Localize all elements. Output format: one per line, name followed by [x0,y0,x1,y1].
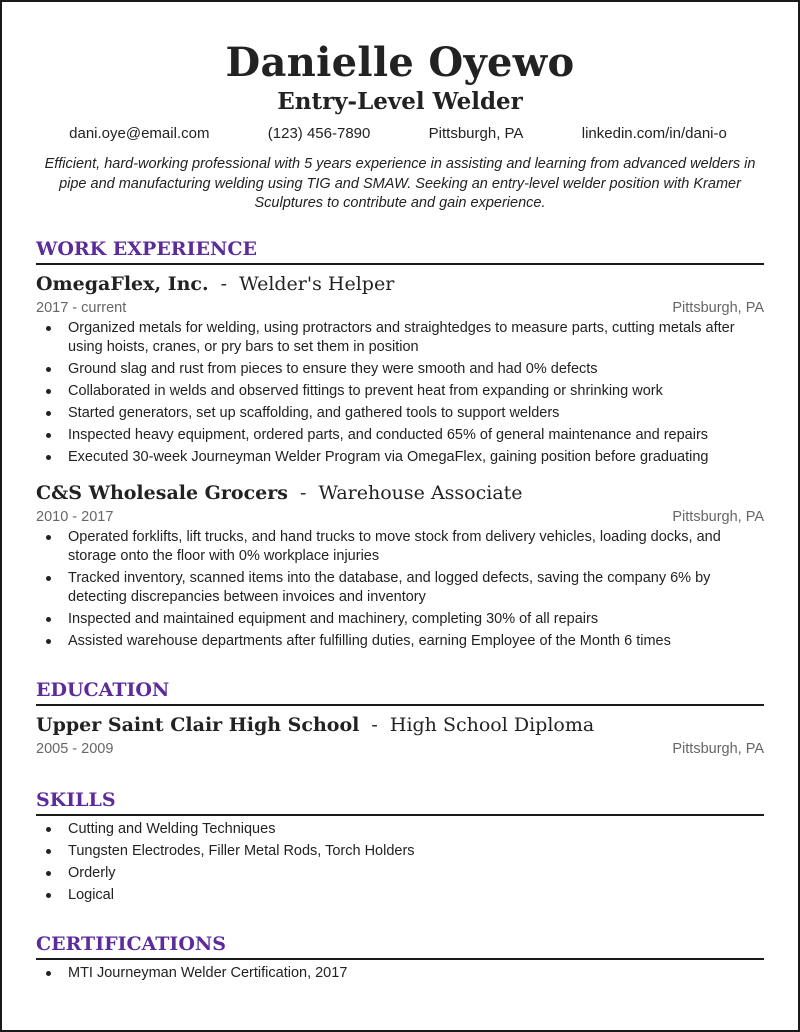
list-item: Inspected heavy equipment, ordered parts, and conducted 65% of general maintenance and repairs [68,426,764,445]
section-heading-work: WORK EXPERIENCE [36,238,764,265]
education-dates: 2005 - 2009 [36,740,114,757]
education-location: Pittsburgh, PA [672,740,764,757]
job-meta [36,298,764,318]
job-location: Pittsburgh, PA [672,299,764,316]
education-degree: High School Diploma [389,713,595,736]
contact-phone: (123) 456-7890 [267,125,371,142]
job-dates: 2017 - current [36,299,127,316]
contact-linkedin[interactable]: linkedin.com/in/dani-o [581,125,727,142]
list-item: Executed 30-week Journeyman Welder Program via OmegaFlex, gaining position before graduating [68,448,764,467]
job-dates: 2010 - 2017 [36,508,114,525]
education-meta [36,739,764,759]
list-item: Tungsten Electrodes, Filler Metal Rods, Torch Holders [68,842,764,861]
job-separator: - [220,272,228,295]
skills-section [36,789,764,905]
list-item: Logical [68,886,764,905]
candidate-title: Entry-Level Welder [277,88,523,115]
certifications-list [36,964,764,983]
list-item: Inspected and maintained equipment and machinery, completing 30% of all repairs [68,610,764,629]
list-item: Collaborated in welds and observed fittings to prevent heat from expanding or shrinking work [68,382,764,401]
job-header [36,481,764,505]
job-separator: - [300,481,307,504]
section-heading-skills: SKILLS [36,789,764,816]
job-role: Warehouse Associate [318,481,523,504]
section-heading-certifications: CERTIFICATIONS [36,933,764,960]
certifications-section [36,933,764,983]
contact-email[interactable]: dani.oye@email.com [69,125,210,142]
skills-list [36,820,764,905]
job-bullets [36,528,764,651]
list-item: Organized metals for welding, using protractors and straightedges to measure parts, cutting metals after using hoists, cranes, or pry bars to set them in position [68,319,764,357]
list-item: MTI Journeyman Welder Certification, 2017 [68,964,764,983]
job-header [36,272,764,296]
list-item: Tracked inventory, scanned items into the database, and logged defects, saving the company 6% by detecting discrepancies between invoices and inventory [68,569,764,607]
job-entry [36,272,764,467]
list-item: Cutting and Welding Techniques [68,820,764,839]
education-school: Upper Saint Clair High School [36,713,360,736]
list-item: Orderly [68,864,764,883]
job-company: OmegaFlex, Inc. [36,272,209,295]
education-separator: - [371,713,378,736]
candidate-name: Danielle Oyewo [225,39,575,86]
job-bullets [36,319,764,467]
education-section [36,679,764,759]
job-entry [36,481,764,651]
list-item: Operated forklifts, lift trucks, and hand trucks to move stock from delivery vehicles, loading docks, and storage onto the floor with 0% workplace injuries [68,528,764,566]
list-item: Started generators, set up scaffolding, and gathered tools to support welders [68,404,764,423]
job-role: Welder's Helper [239,272,395,295]
list-item: Ground slag and rust from pieces to ensure they were smooth and had 0% defects [68,360,764,379]
education-header [36,713,764,737]
section-heading-education: EDUCATION [36,679,764,706]
contact-row [36,125,764,142]
summary-text: Efficient, hard-working professional with 5 years experience in assisting and learning from advanced welders in pipe and manufacturing welding using TIG and SMAW. Seeking an entry-level welder position with Kramer Sculptures to contribute and gain experience. [44,156,756,211]
job-location: Pittsburgh, PA [672,508,764,525]
contact-location: Pittsburgh, PA [428,125,524,142]
work-experience-section [36,238,764,651]
job-company: C&S Wholesale Grocers [36,481,288,504]
job-meta [36,507,764,527]
list-item: Assisted warehouse departments after fulfilling duties, earning Employee of the Month 6 times [68,632,764,651]
